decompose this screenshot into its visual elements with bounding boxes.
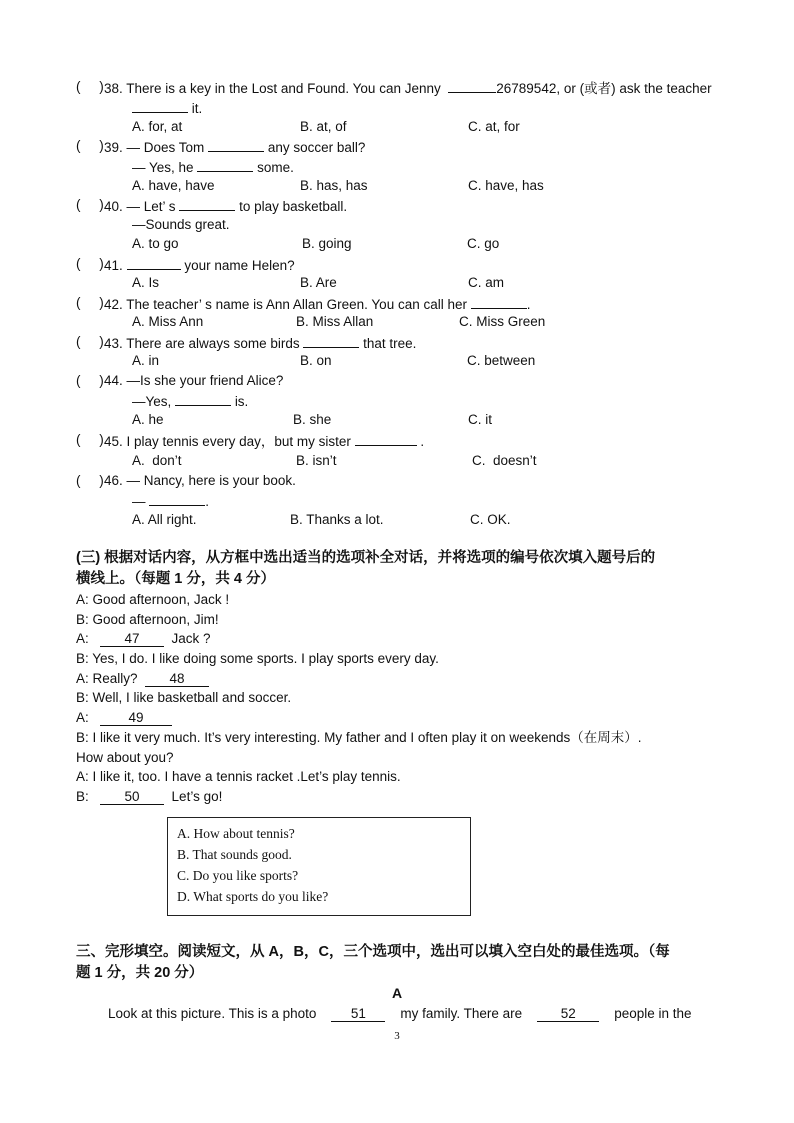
section-heading-line-2: 横线上。（每题 1 分，共 4 分） — [76, 571, 275, 587]
speaker: B: — [76, 789, 89, 804]
dialogue-line — [76, 670, 209, 688]
dialogue-text: A: Really? — [76, 671, 138, 686]
question-40 — [104, 196, 347, 216]
q44-cont-b: is. — [234, 394, 249, 409]
answer-paren[interactable]: ( ) — [76, 473, 104, 488]
q41-stem-b: your name Helen? — [184, 258, 295, 273]
q41-option-b: B. Are — [300, 275, 337, 290]
q42-stem-a: 42. The teacher’ s name is Ann Allan Green. You can call her — [104, 297, 467, 312]
box-option-d: D. What sports do you like? — [177, 889, 329, 904]
q42-stem-b: . — [526, 297, 531, 312]
q43-stem-a: 43. There are always some birds — [104, 336, 300, 351]
q38-option-b: B. at, of — [300, 119, 347, 134]
answer-paren[interactable]: ( ) — [76, 334, 104, 349]
blank-52[interactable]: 52 — [537, 1007, 599, 1022]
answer-paren[interactable]: ( ) — [76, 432, 104, 447]
q41-stem-a: 41. — [104, 258, 123, 273]
question-45 — [104, 431, 424, 451]
blank-48[interactable]: 48 — [145, 672, 209, 687]
part-heading-line-1: 三、完形填空。阅读短文，从 A，B，C，三个选项中，选出可以填入空白处的最佳选项。（每 — [76, 944, 670, 960]
q39-blank-2[interactable] — [197, 157, 253, 172]
q40-option-c: C. go — [467, 236, 500, 251]
q42-blank[interactable] — [471, 294, 527, 309]
q39-cont-a: — Yes, he — [132, 160, 194, 175]
dialogue-line — [76, 630, 211, 648]
speaker: A: — [76, 710, 89, 725]
q39-option-b: B. has, has — [300, 178, 368, 193]
dialogue-line: B: Good afternoon, Jim! — [76, 612, 219, 627]
q42-option-a: A. Miss Ann — [132, 314, 204, 329]
q45-stem-a: 45. I play tennis every day，but my sister — [104, 434, 351, 449]
q38-option-a: A. for, at — [132, 119, 183, 134]
q45-stem-b: . — [420, 434, 425, 449]
q39-blank-1[interactable] — [208, 137, 264, 152]
speaker: A: — [76, 631, 89, 646]
blank-47[interactable]: 47 — [100, 632, 164, 647]
page-number: 3 — [394, 1030, 400, 1042]
dialogue-line — [76, 788, 222, 806]
q46-option-a: A. All right. — [132, 512, 197, 527]
q39-cont-b: some. — [257, 160, 294, 175]
options-box — [167, 817, 471, 916]
dialogue-line: A: I like it, too. I have a tennis racket .Let’s play tennis. — [76, 769, 401, 784]
q38-continuation — [132, 98, 202, 118]
box-option-c: C. Do you like sports? — [177, 868, 299, 883]
blank-50[interactable]: 50 — [100, 790, 164, 805]
q38-option-c: C. at, for — [468, 119, 520, 134]
section-heading-line-1: (三) 根据对话内容，从方框中选出适当的选项补全对话，并将选项的编号依次填入题号后的 — [76, 550, 656, 566]
dialogue-line: How about you? — [76, 750, 174, 765]
q43-option-c: C. between — [467, 353, 536, 368]
q43-blank[interactable] — [303, 333, 359, 348]
question-39 — [104, 137, 365, 157]
dialogue-line: A: Good afternoon, Jack ! — [76, 592, 230, 607]
q46-option-b: B. Thanks a lot. — [290, 512, 384, 527]
q41-option-c: C. am — [468, 275, 505, 290]
q40-continuation: —Sounds great. — [132, 217, 230, 232]
q44-cont-a: —Yes, — [132, 394, 172, 409]
q45-blank[interactable] — [355, 431, 417, 446]
q38-blank-2[interactable] — [132, 98, 188, 113]
dialogue-line: B: I like it very much. It’s very interesting. My father and I often play it on weekends（在周末）. — [76, 730, 642, 745]
q40-stem-a: 40. — Let’ s — [104, 199, 176, 214]
q45-option-b: B. isn’t — [296, 453, 337, 468]
blank-49[interactable]: 49 — [100, 711, 172, 726]
part-heading-line-2: 题 1 分，共 20 分） — [76, 965, 204, 981]
answer-paren[interactable]: ( ) — [76, 373, 104, 388]
q38-blank-1[interactable] — [448, 78, 496, 93]
passage-text: my family. There are — [400, 1006, 523, 1021]
q40-option-b: B. going — [302, 236, 352, 251]
q41-option-a: A. Is — [132, 275, 160, 290]
q46-cont-a: — — [132, 494, 146, 509]
q46-blank[interactable] — [149, 491, 205, 506]
question-46: 46. — Nancy, here is your book. — [104, 473, 296, 488]
q42-option-c: C. Miss Green — [459, 314, 546, 329]
passage-text: people in the — [614, 1006, 692, 1021]
dialogue-line: B: Yes, I do. I like doing some sports. I play sports every day. — [76, 651, 439, 666]
question-38 — [104, 78, 712, 98]
q39-stem-a: 39. — Does Tom — [104, 140, 205, 155]
q41-blank[interactable] — [127, 255, 181, 270]
q46-continuation — [132, 491, 209, 511]
question-41 — [104, 255, 295, 275]
q39-option-c: C. have, has — [468, 178, 544, 193]
question-44: 44. —Is she your friend Alice? — [104, 373, 284, 388]
q43-stem-b: that tree. — [363, 336, 417, 351]
question-43 — [104, 333, 416, 353]
box-option-b: B. That sounds good. — [177, 847, 292, 862]
q39-continuation — [132, 157, 294, 177]
q40-blank[interactable] — [179, 196, 235, 211]
q44-option-c: C. it — [468, 412, 493, 427]
q38-stem-b: 26789542, or (或者) ask the teacher — [496, 81, 712, 96]
q39-option-a: A. have, have — [132, 178, 215, 193]
q40-option-a: A. to go — [132, 236, 179, 251]
q42-option-b: B. Miss Allan — [296, 314, 374, 329]
q45-option-c: C. doesn’t — [472, 453, 537, 468]
q44-blank[interactable] — [175, 391, 231, 406]
passage-text: Look at this picture. This is a photo — [108, 1006, 317, 1021]
q46-option-c: C. OK. — [470, 512, 511, 527]
passage-line — [108, 1005, 692, 1023]
q45-option-a: A. don’t — [132, 453, 182, 468]
dialogue-line: B: Well, I like basketball and soccer. — [76, 690, 292, 705]
dialogue-line — [76, 709, 172, 727]
q40-stem-b: to play basketball. — [239, 199, 348, 214]
q44-option-a: A. he — [132, 412, 164, 427]
answer-paren[interactable]: ( ) — [76, 256, 104, 271]
box-option-a: A. How about tennis? — [177, 826, 295, 841]
q43-option-a: A. in — [132, 353, 160, 368]
q44-option-b: B. she — [293, 412, 332, 427]
dialogue-text: Jack ? — [171, 631, 211, 646]
q46-cont-b: . — [205, 494, 210, 509]
answer-paren[interactable]: ( ) — [76, 138, 104, 153]
q43-option-b: B. on — [300, 353, 332, 368]
q38-cont-text: it. — [191, 101, 203, 116]
answer-paren[interactable]: ( ) — [76, 79, 104, 94]
blank-51[interactable]: 51 — [331, 1007, 385, 1022]
question-42 — [104, 294, 531, 314]
q39-stem-b: any soccer ball? — [267, 140, 366, 155]
answer-paren[interactable]: ( ) — [76, 295, 104, 310]
answer-paren[interactable]: ( ) — [76, 197, 104, 212]
passage-label: A — [391, 985, 403, 1001]
q44-continuation — [132, 391, 248, 411]
q38-stem-a: 38. There is a key in the Lost and Found. You can Jenny — [104, 81, 441, 96]
dialogue-text: Let’s go! — [171, 789, 223, 804]
